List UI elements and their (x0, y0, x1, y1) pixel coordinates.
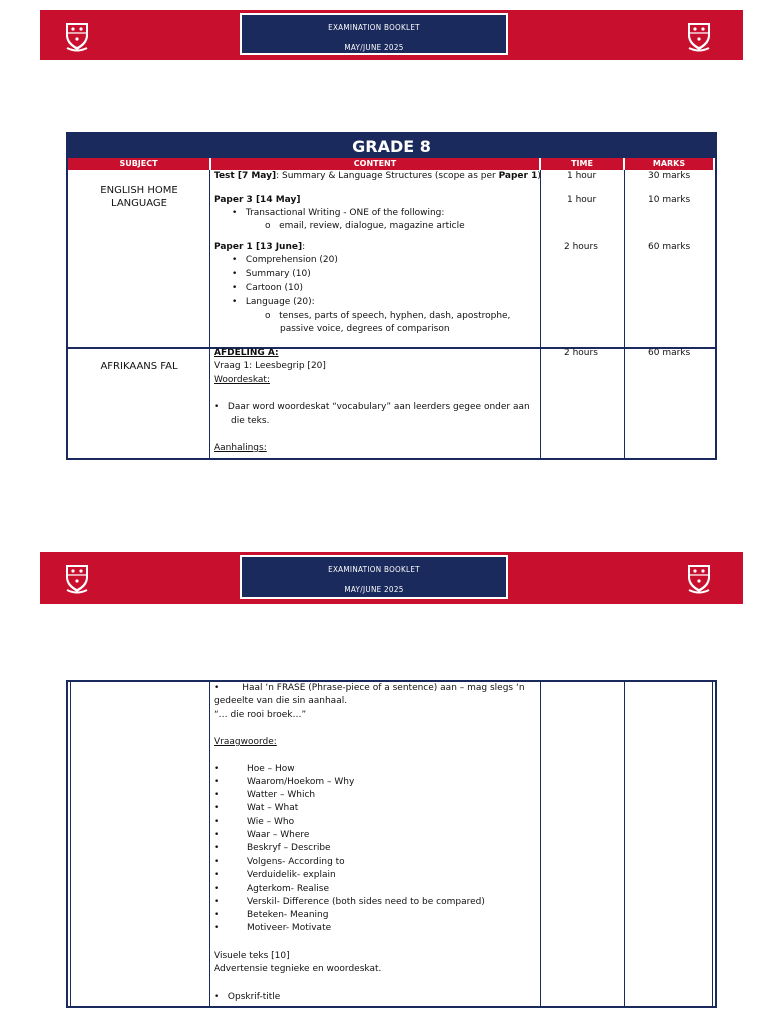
english-paper1-item: • Cartoon (10) (232, 283, 303, 293)
vraagwoorde-heading: Vraagwoorde: (214, 737, 277, 747)
booklet-title: EXAMINATION BOOKLET (328, 23, 420, 32)
vraagwoord-item: • Verskil- Difference (both sides need to be compared) (214, 897, 485, 907)
afrikaans-bullet: • Daar word woordeskat “vocabulary” aan leerders gegee onder aan (214, 402, 530, 412)
subject-english: ENGLISH HOME LANGUAGE (100, 185, 178, 209)
afrikaans-woordeskat: Woordeskat: (214, 375, 270, 385)
afrikaans-afdeling: AFDELING A: (214, 348, 279, 358)
grade-table-continued (66, 680, 717, 1008)
english-paper1-time: 2 hours (564, 242, 598, 252)
afrikaans-marks: 60 marks (648, 348, 691, 358)
school-crest-icon (64, 20, 90, 52)
school-crest-icon (686, 562, 712, 594)
english-test-time: 1 hour (567, 171, 597, 181)
english-test-marks: 30 marks (648, 171, 691, 181)
frase-example: “… die rooi broek…” (214, 710, 307, 720)
vraagwoord-item: • Agterkom- Realise (214, 884, 330, 894)
english-test-line: Test [7 May]: Summary & Language Structures (scope as per Paper 1) (214, 171, 541, 181)
booklet-period: MAY/JUNE 2025 (344, 43, 404, 52)
school-crest-icon (64, 562, 90, 594)
english-paper3-marks: 10 marks (648, 195, 691, 205)
vraagwoord-item: • Wat – What (214, 803, 299, 813)
english-paper1-item: • Language (20): (232, 297, 315, 307)
vraagwoord-item: • Beskryf – Describe (214, 843, 331, 853)
grade-title: GRADE 8 (68, 134, 715, 158)
vraagwoord-item: • Verduidelik- explain (214, 870, 336, 880)
booklet-title-box (240, 13, 508, 55)
vraagwoord-item: • Wie – Who (214, 817, 295, 827)
english-paper1-heading: Paper 1 [13 June]: (214, 242, 306, 252)
english-paper1-item: • Summary (10) (232, 269, 311, 279)
english-paper1-sub-cont: passive voice, degrees of comparison (280, 324, 450, 334)
header-banner (40, 10, 743, 60)
vraagwoord-item: • Waar – Where (214, 830, 310, 840)
english-paper3-time: 1 hour (567, 195, 597, 205)
english-paper1-marks: 60 marks (648, 242, 691, 252)
vraagwoord-item: • Hoe – How (214, 764, 295, 774)
booklet-title-box (240, 555, 508, 599)
opskrif-bullet: • Opskrif-title (214, 992, 281, 1002)
english-paper3-bullet: • Transactional Writing - ONE of the following: (232, 208, 445, 218)
header-banner (40, 552, 743, 604)
afrikaans-time: 2 hours (564, 348, 598, 358)
afrikaans-aanhalings: Aanhalings: (214, 443, 267, 453)
vraagwoord-item: • Motiveer- Motivate (214, 923, 332, 933)
vraagwoord-item: • Watter – Which (214, 790, 316, 800)
frase-bullet: • Haal ‘n FRASE (Phrase-piece of a sentence) aan – mag slegs ‘n (214, 683, 525, 693)
column-header-subject: SUBJECT (68, 158, 209, 170)
visuele-teks: Visuele teks [10] (214, 951, 290, 961)
vraagwoord-item: • Waarom/Hoekom – Why (214, 777, 355, 787)
english-paper3-heading: Paper 3 [14 May] (214, 195, 301, 205)
vraagwoord-item: • Volgens- According to (214, 857, 345, 867)
column-header-marks: MARKS (625, 158, 713, 170)
english-paper1-item: • Comprehension (20) (232, 255, 338, 265)
vraagwoord-item: • Beteken- Meaning (214, 910, 329, 920)
english-paper1-sub: o tenses, parts of speech, hyphen, dash, apostrophe, (265, 311, 511, 321)
subject-afrikaans: AFRIKAANS FAL (100, 361, 178, 372)
booklet-period: MAY/JUNE 2025 (344, 585, 404, 594)
english-paper3-sub: o email, review, dialogue, magazine article (265, 221, 465, 231)
advertensie-line: Advertensie tegnieke en woordeskat. (214, 964, 382, 974)
column-header-time: TIME (541, 158, 623, 170)
afrikaans-vraag1: Vraag 1: Leesbegrip [20] (214, 361, 326, 371)
school-crest-icon (686, 20, 712, 52)
frase-cont: gedeelte van die sin aanhaal. (214, 696, 348, 706)
column-header-content: CONTENT (211, 158, 539, 170)
booklet-title: EXAMINATION BOOKLET (328, 565, 420, 574)
afrikaans-bullet-cont: die teks. (231, 416, 270, 426)
